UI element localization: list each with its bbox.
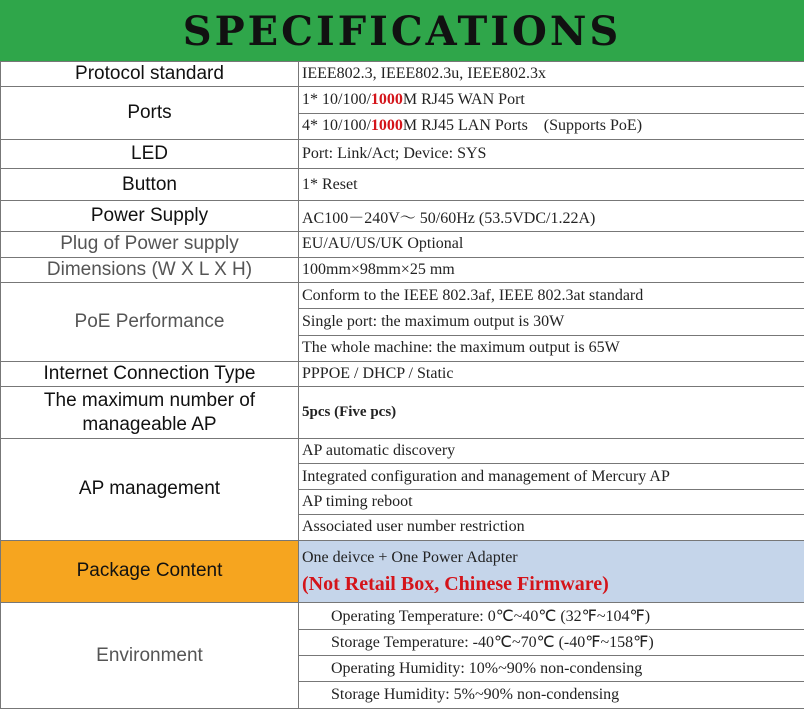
- spec-label: [1, 387, 299, 439]
- spec-value: Operating Humidity: 10%~90% non-condensing: [299, 656, 804, 682]
- label-line: manageable AP: [82, 413, 217, 435]
- text-span: 4* 10/100/: [302, 117, 371, 135]
- spec-value: Operating Temperature: 0℃~40℃ (32℉~104℉): [299, 603, 804, 629]
- label-line: The maximum number of: [43, 389, 256, 411]
- spec-value: [299, 113, 804, 139]
- table-row: [1, 62, 804, 87]
- table-row: [1, 257, 804, 282]
- spec-value: IEEE802.3, IEEE802.3u, IEEE802.3x: [299, 62, 804, 87]
- spec-value: 100mm×98mm×25 mm: [299, 257, 804, 282]
- spec-label: Internet Connection Type: [1, 362, 299, 387]
- highlight-text: 1000: [370, 117, 403, 135]
- spec-label: Plug of Power supply: [1, 232, 299, 257]
- spec-label: LED: [1, 140, 299, 169]
- text-span: M RJ45 WAN Port: [402, 91, 525, 109]
- spec-label: Package Content: [1, 540, 299, 603]
- table-row: [1, 387, 804, 439]
- spec-value: Single port: the maximum output is 30W: [299, 309, 804, 335]
- table-row: [1, 232, 804, 257]
- spec-label: Ports: [1, 87, 299, 140]
- highlight-text: 1000: [370, 91, 403, 109]
- spec-value: Integrated configuration and management of Mercury AP: [299, 464, 804, 489]
- table-row: [1, 439, 804, 464]
- table-row: [1, 540, 804, 603]
- spec-value: AP automatic discovery: [299, 439, 804, 464]
- spec-value: Storage Temperature: -40℃~70℃ (-40℉~158℉): [299, 629, 804, 655]
- spec-label: Button: [1, 169, 299, 200]
- spec-label: Power Supply: [1, 200, 299, 231]
- spec-value: Conform to the IEEE 802.3af, IEEE 802.3at standard: [299, 283, 804, 309]
- spec-label: Dimensions (W X L X H): [1, 257, 299, 282]
- spec-value: 5pcs (Five pcs): [299, 387, 804, 439]
- spec-value: [299, 87, 804, 113]
- spec-value: The whole machine: the maximum output is 65W: [299, 335, 804, 361]
- package-line: One deivce + One Power Adapter: [302, 548, 518, 566]
- spec-value: 1* Reset: [299, 169, 804, 200]
- spec-value: AC100－240V～ 50/60Hz (53.5VDC/1.22A): [299, 200, 804, 231]
- table-row: [1, 283, 804, 309]
- table-row: [1, 200, 804, 231]
- spec-table: [0, 61, 804, 709]
- text-span: M RJ45 LAN Ports (Supports PoE): [402, 117, 643, 135]
- title-banner: [0, 0, 804, 62]
- table-row: [1, 603, 804, 629]
- spec-value: Associated user number restriction: [299, 515, 804, 540]
- spec-value: [299, 540, 804, 603]
- text-span: 1* 10/100/: [302, 91, 371, 109]
- table-row: [1, 362, 804, 387]
- page-title: SPECIFICATIONS: [182, 7, 622, 55]
- spec-value: Port: Link/Act; Device: SYS: [299, 140, 804, 169]
- spec-label: Environment: [1, 603, 299, 709]
- spec-value: PPPOE / DHCP / Static: [299, 362, 804, 387]
- spec-label: Protocol standard: [1, 62, 299, 87]
- table-row: [1, 140, 804, 169]
- spec-label: AP management: [1, 439, 299, 540]
- table-row: [1, 87, 804, 113]
- table-row: [1, 169, 804, 200]
- package-note: (Not Retail Box, Chinese Firmware): [302, 572, 609, 595]
- spec-label: PoE Performance: [1, 283, 299, 362]
- spec-value: EU/AU/US/UK Optional: [299, 232, 804, 257]
- spec-value: AP timing reboot: [299, 489, 804, 514]
- spec-value: Storage Humidity: 5%~90% non-condensing: [299, 682, 804, 709]
